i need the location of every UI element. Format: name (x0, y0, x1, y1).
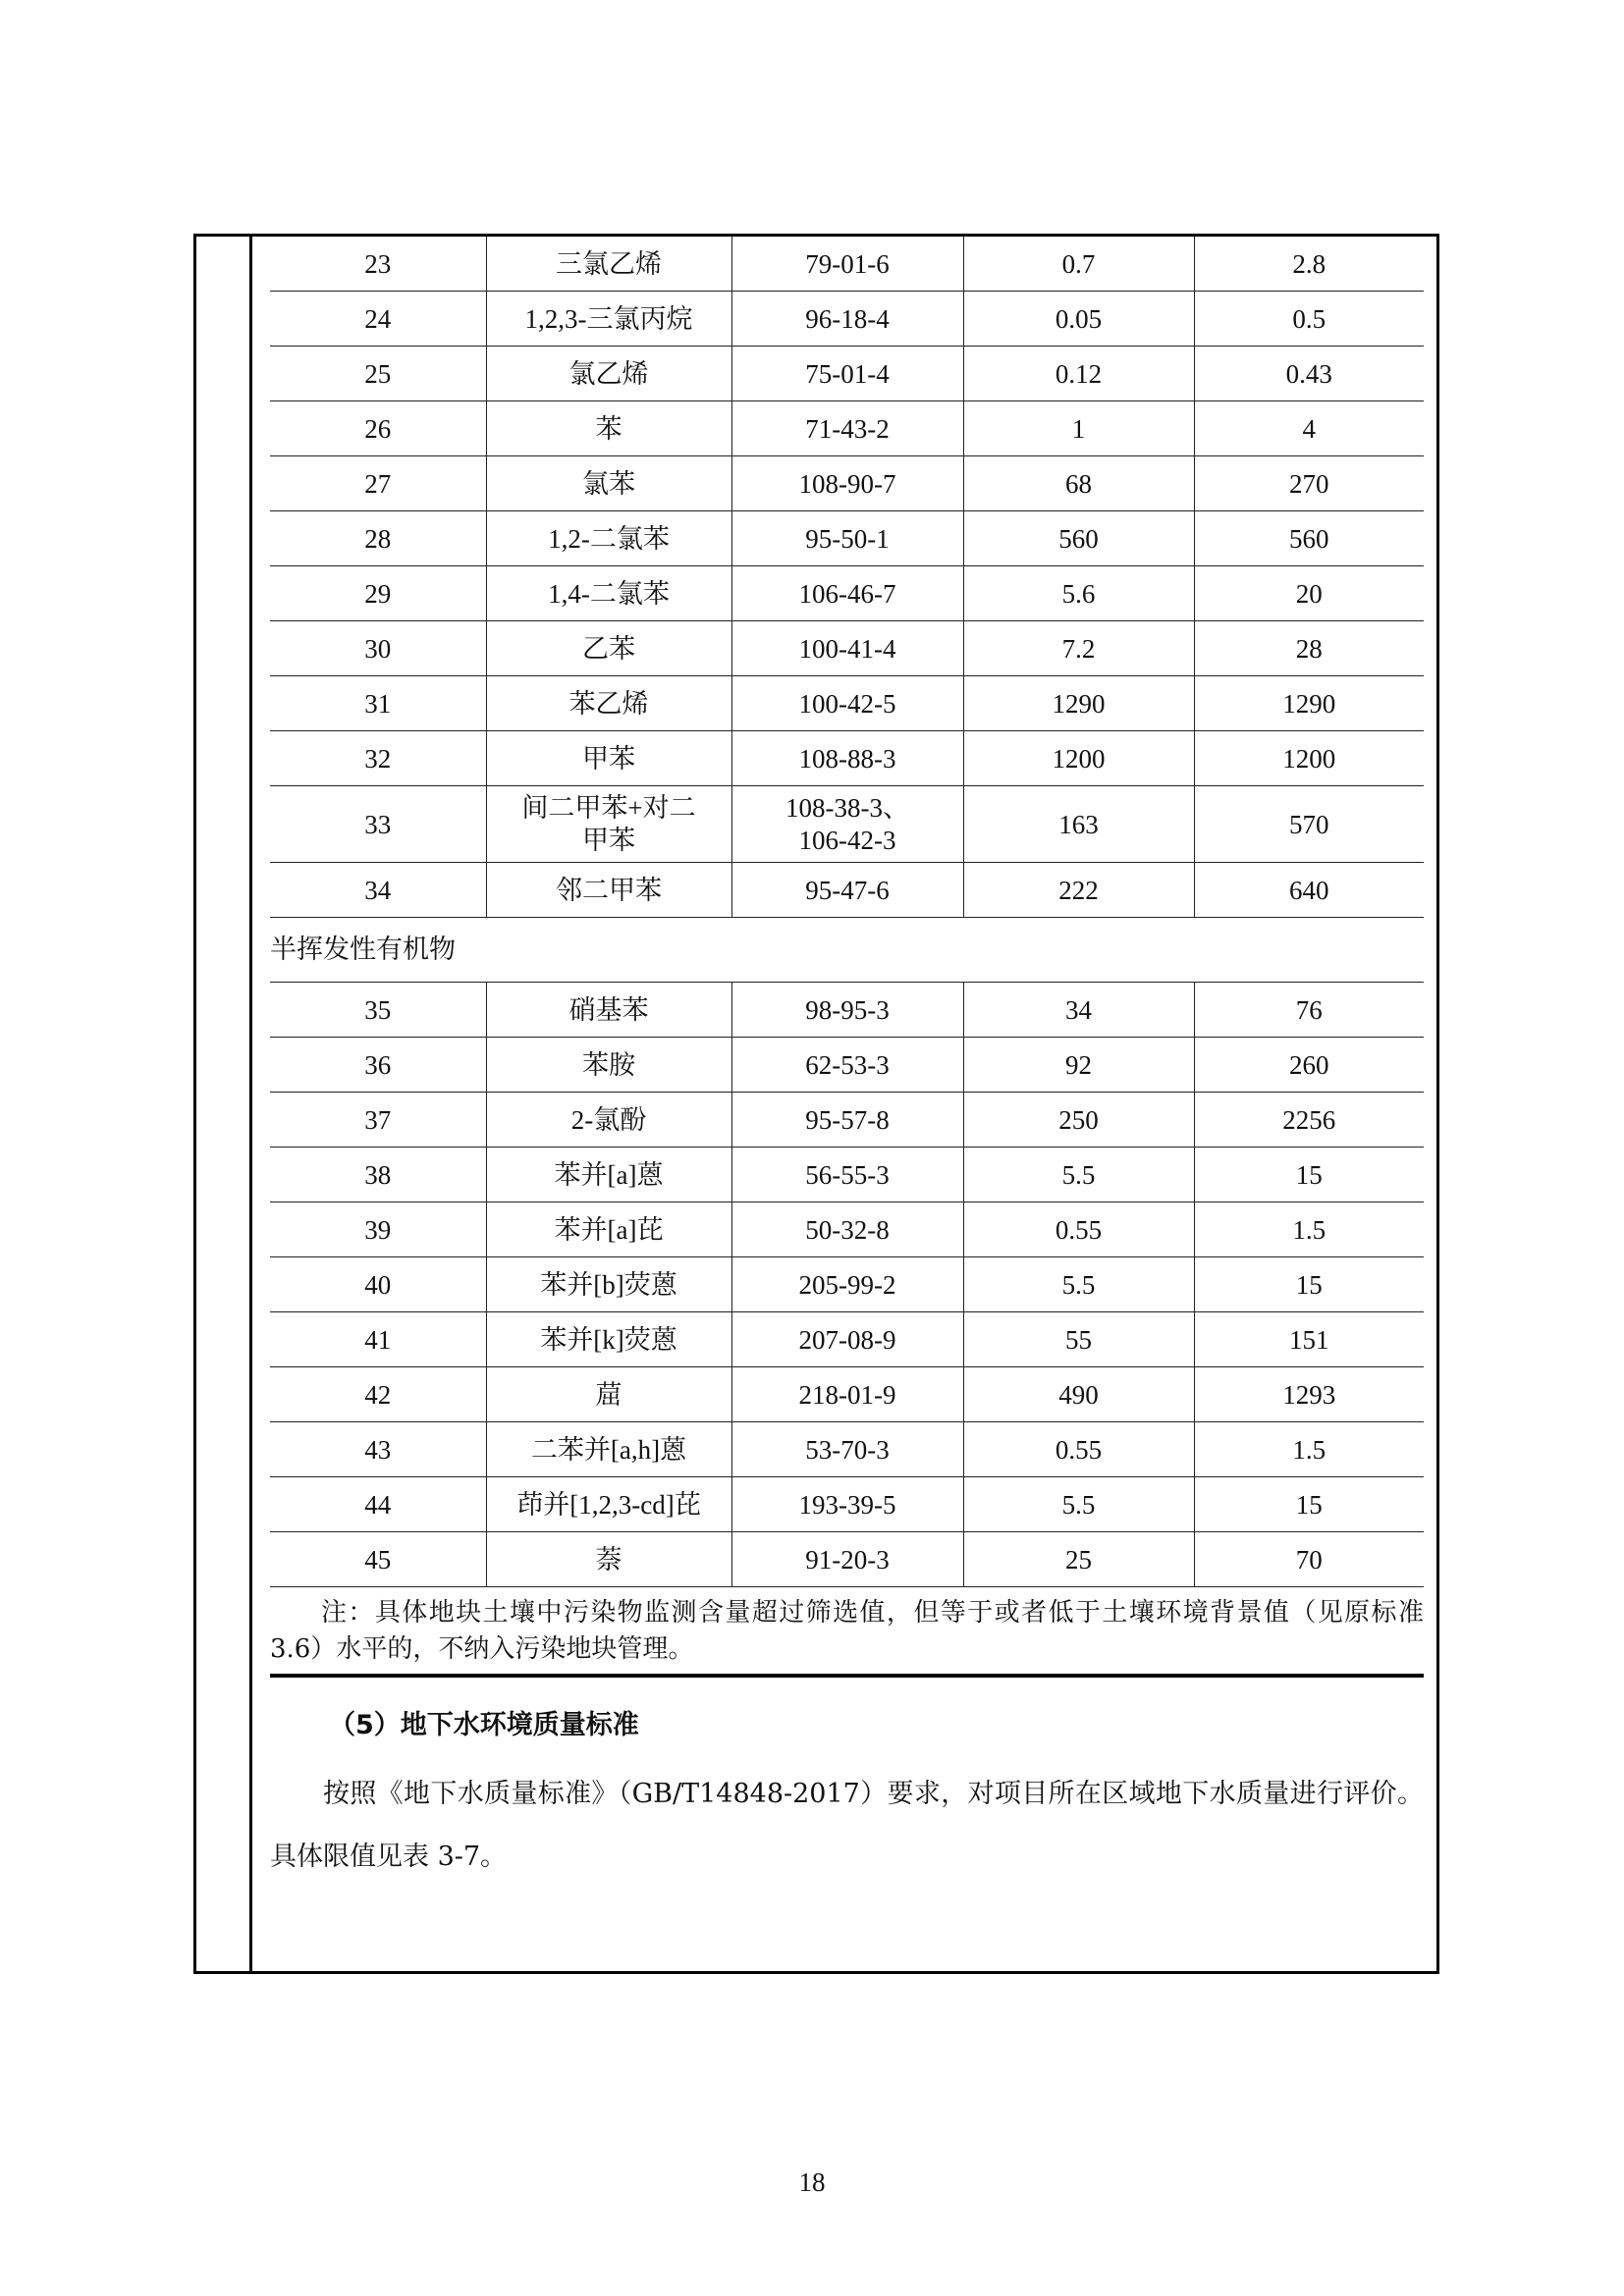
cas-number: 50-32-8 (731, 1202, 963, 1257)
row-number: 37 (270, 1093, 486, 1148)
table-row (270, 347, 1424, 401)
pollutant-name: 氯乙烯 (486, 347, 731, 401)
control-value: 1200 (1194, 731, 1424, 786)
table-row (270, 1422, 1424, 1477)
table-row (270, 401, 1424, 456)
pollutant-name: 苯 (486, 401, 731, 456)
control-value: 15 (1194, 1148, 1424, 1202)
pollutant-name: 苯并[b]荧蒽 (486, 1257, 731, 1312)
cas-number: 56-55-3 (731, 1148, 963, 1202)
cas-number: 98-95-3 (731, 983, 963, 1038)
cas-number: 62-53-3 (731, 1038, 963, 1093)
screening-value: 0.05 (963, 292, 1194, 347)
cas-number: 106-46-7 (731, 566, 963, 621)
cas-number: 100-41-4 (731, 621, 963, 676)
cas-number: 71-43-2 (731, 401, 963, 456)
screening-value: 5.6 (963, 566, 1194, 621)
control-value: 0.5 (1194, 292, 1424, 347)
control-value: 560 (1194, 511, 1424, 566)
pollutant-table (270, 237, 1424, 1587)
row-number: 39 (270, 1202, 486, 1257)
screening-value: 163 (963, 786, 1194, 863)
cas-number: 205-99-2 (731, 1257, 963, 1312)
section-heading: （5）地下水环境质量标准 (329, 1710, 639, 1740)
screening-value: 0.12 (963, 347, 1194, 401)
screening-value: 68 (963, 456, 1194, 511)
control-value: 0.43 (1194, 347, 1424, 401)
pollutant-name: 乙苯 (486, 621, 731, 676)
pollutant-name: 萘 (486, 1532, 731, 1587)
pollutant-name: 苯并[k]荧蒽 (486, 1312, 731, 1367)
control-value: 2.8 (1194, 237, 1424, 292)
table-row (270, 1038, 1424, 1093)
control-value: 70 (1194, 1532, 1424, 1587)
control-value: 2256 (1194, 1093, 1424, 1148)
cas-number: 207-08-9 (731, 1312, 963, 1367)
cas-number: 91-20-3 (731, 1532, 963, 1587)
control-value: 15 (1194, 1477, 1424, 1532)
table-row (270, 566, 1424, 621)
table-row (270, 983, 1424, 1038)
screening-value: 250 (963, 1093, 1194, 1148)
control-value: 1.5 (1194, 1422, 1424, 1477)
table-note: 注：具体地块土壤中污染物监测含量超过筛选值，但等于或者低于土壤环境背景值（见原标准 3.6）水平的，不纳入污染地块管理。 (270, 1587, 1424, 1678)
pollutant-name: 1,2,3-三氯丙烷 (486, 292, 731, 347)
pollutant-name: 三氯乙烯 (486, 237, 731, 292)
name-line-1: 间二甲苯+对二 (521, 792, 696, 823)
table-row (270, 1367, 1424, 1422)
table-row (270, 863, 1424, 918)
screening-value: 0.55 (963, 1422, 1194, 1477)
screening-value: 1290 (963, 676, 1194, 731)
pollutant-name: 苯并[a]芘 (486, 1202, 731, 1257)
pollutant-name: 1,4-二氯苯 (486, 566, 731, 621)
pollutant-name: 二苯并[a,h]蒽 (486, 1422, 731, 1477)
cas-number: 193-39-5 (731, 1477, 963, 1532)
control-value: 4 (1194, 401, 1424, 456)
row-number: 35 (270, 983, 486, 1038)
control-value: 1293 (1194, 1367, 1424, 1422)
pollutant-name: 茚并[1,2,3-cd]芘 (486, 1477, 731, 1532)
section-label: 半挥发性有机物 (270, 918, 1424, 983)
screening-value: 222 (963, 863, 1194, 918)
row-number: 23 (270, 237, 486, 292)
row-number: 26 (270, 401, 486, 456)
screening-value: 5.5 (963, 1257, 1194, 1312)
cas-number: 75-01-4 (731, 347, 963, 401)
pollutant-name: 2-氯酚 (486, 1093, 731, 1148)
table-row (270, 1532, 1424, 1587)
cas-number: 95-47-6 (731, 863, 963, 918)
table-row (270, 1202, 1424, 1257)
row-number: 28 (270, 511, 486, 566)
screening-value: 25 (963, 1532, 1194, 1587)
control-value: 640 (1194, 863, 1424, 918)
control-value: 1290 (1194, 676, 1424, 731)
screening-value: 560 (963, 511, 1194, 566)
row-number: 32 (270, 731, 486, 786)
table-row (270, 1312, 1424, 1367)
table-body-vocs (270, 237, 1424, 786)
cas-number (731, 786, 963, 863)
row-number: 27 (270, 456, 486, 511)
cas-number: 108-88-3 (731, 731, 963, 786)
row-number: 25 (270, 347, 486, 401)
cas-number: 53-70-3 (731, 1422, 963, 1477)
pollutant-name: 邻二甲苯 (486, 863, 731, 918)
screening-value: 0.7 (963, 237, 1194, 292)
table-row (270, 292, 1424, 347)
control-value: 20 (1194, 566, 1424, 621)
control-value: 76 (1194, 983, 1424, 1038)
control-value: 260 (1194, 1038, 1424, 1093)
cas-number: 100-42-5 (731, 676, 963, 731)
row-number: 24 (270, 292, 486, 347)
table-row (270, 456, 1424, 511)
row-number: 41 (270, 1312, 486, 1367)
screening-value: 92 (963, 1038, 1194, 1093)
table-body-row-33 (270, 786, 1424, 983)
page-number: 18 (798, 2167, 826, 2197)
table-row (270, 237, 1424, 292)
screening-value: 34 (963, 983, 1194, 1038)
screening-value: 0.55 (963, 1202, 1194, 1257)
table-row (270, 621, 1424, 676)
pollutant-name: 硝基苯 (486, 983, 731, 1038)
left-label-column (196, 237, 252, 1971)
row-number: 44 (270, 1477, 486, 1532)
screening-value: 1 (963, 401, 1194, 456)
table-row (270, 676, 1424, 731)
pollutant-name: 苯并[a]蒽 (486, 1148, 731, 1202)
name-line-2: 甲苯 (582, 825, 635, 855)
screening-value: 490 (963, 1367, 1194, 1422)
cas-number: 79-01-6 (731, 237, 963, 292)
row-number: 31 (270, 676, 486, 731)
row-number: 29 (270, 566, 486, 621)
row-number: 43 (270, 1422, 486, 1477)
control-value: 151 (1194, 1312, 1424, 1367)
screening-value: 55 (963, 1312, 1194, 1367)
screening-value: 1200 (963, 731, 1194, 786)
row-number: 34 (270, 863, 486, 918)
cas-number: 108-90-7 (731, 456, 963, 511)
cas-number: 96-18-4 (731, 292, 963, 347)
table-row (270, 786, 1424, 863)
cas-number: 95-50-1 (731, 511, 963, 566)
body-paragraph: 按照《地下水质量标准》（GB/T14848-2017）要求，对项目所在区域地下水质量进行评价。具体限值见表 3-7。 (270, 1779, 1424, 1872)
pollutant-name (486, 786, 731, 863)
pollutant-name: 甲苯 (486, 731, 731, 786)
row-number: 45 (270, 1532, 486, 1587)
section-row (270, 918, 1424, 983)
control-value: 270 (1194, 456, 1424, 511)
pollutant-name: 苯胺 (486, 1038, 731, 1093)
pollutant-name: 苯乙烯 (486, 676, 731, 731)
cas-line-1: 108-38-3、 (785, 792, 909, 823)
table-row (270, 1257, 1424, 1312)
cas-number: 95-57-8 (731, 1093, 963, 1148)
control-value: 28 (1194, 621, 1424, 676)
cas-line-2: 106-42-3 (798, 825, 896, 855)
pollutant-name: 䓛 (486, 1367, 731, 1422)
control-value: 15 (1194, 1257, 1424, 1312)
table-body-svocs (270, 983, 1424, 1587)
control-value: 1.5 (1194, 1202, 1424, 1257)
table-row (270, 511, 1424, 566)
pollutant-name: 氯苯 (486, 456, 731, 511)
page-frame (193, 234, 1439, 1974)
table-row (270, 1148, 1424, 1202)
row-number: 30 (270, 621, 486, 676)
row-number: 33 (270, 786, 486, 863)
screening-value: 7.2 (963, 621, 1194, 676)
screening-value: 5.5 (963, 1477, 1194, 1532)
screening-value: 5.5 (963, 1148, 1194, 1202)
pollutant-name: 1,2-二氯苯 (486, 511, 731, 566)
row-number: 38 (270, 1148, 486, 1202)
content-area (270, 237, 1424, 1889)
row-number: 42 (270, 1367, 486, 1422)
table-row (270, 1477, 1424, 1532)
control-value: 570 (1194, 786, 1424, 863)
table-row (270, 1093, 1424, 1148)
row-number: 36 (270, 1038, 486, 1093)
cas-number: 218-01-9 (731, 1367, 963, 1422)
row-number: 40 (270, 1257, 486, 1312)
table-row (270, 731, 1424, 786)
